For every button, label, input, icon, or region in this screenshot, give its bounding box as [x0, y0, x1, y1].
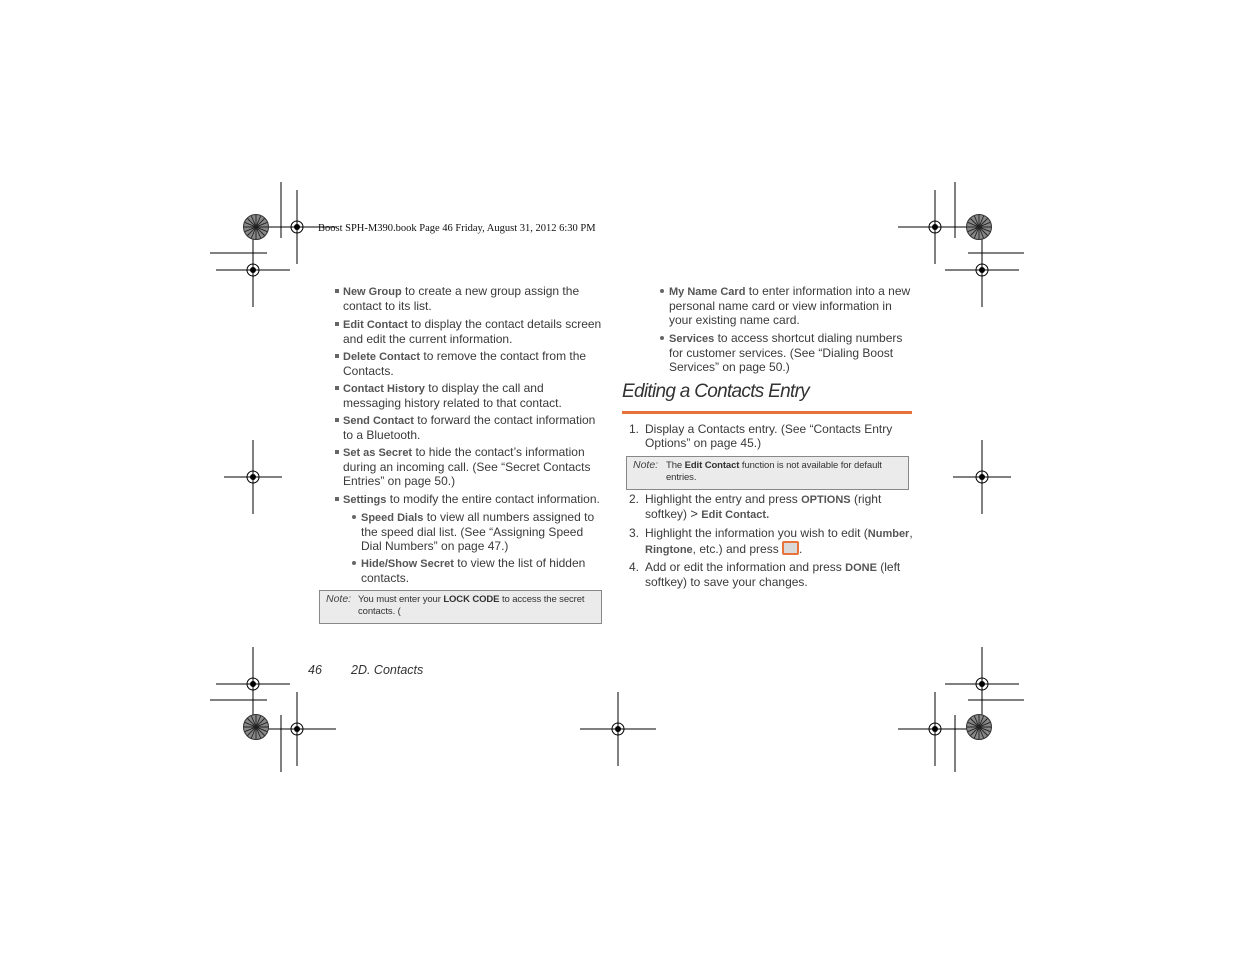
step-text: , etc.) and press	[692, 542, 783, 556]
sub-list-item	[361, 556, 603, 585]
done-key: DONE	[845, 562, 877, 574]
item-term: Contact History	[343, 383, 425, 395]
note-label: Note:	[633, 459, 659, 471]
step-number: 2.	[629, 492, 640, 506]
step-text: .	[799, 542, 803, 556]
list-item	[669, 284, 914, 327]
item-term: Speed Dials	[361, 512, 424, 524]
item-desc: to view all numbers assigned to the speed dial list. (See “Assigning Speed Dial Numbers” on page 47.)	[361, 510, 595, 553]
round-bullet-icon	[352, 561, 356, 565]
step-text: Add or edit the information and press	[645, 560, 846, 574]
item-term: My Name Card	[669, 286, 746, 298]
item-desc: to modify the entire contact information.	[386, 492, 600, 506]
item-desc: to enter information into a new personal name card or view information in your existing name card.	[669, 284, 911, 327]
note-text	[666, 460, 904, 484]
step-text: ,	[909, 526, 913, 540]
section-name: 2D. Contacts	[351, 663, 424, 677]
round-bullet-icon	[660, 336, 664, 340]
item-term: Set as Secret	[343, 447, 413, 459]
square-bullet-icon	[335, 386, 339, 390]
menu-separator: >	[690, 506, 698, 521]
item-desc: to display the call and messaging history related to that contact.	[343, 381, 562, 410]
note-pre: The	[666, 460, 685, 471]
note-text	[358, 594, 598, 618]
note-pre: You must enter your	[358, 594, 444, 605]
square-bullet-icon	[335, 289, 339, 293]
item-desc: to display the contact details screen and edit the current information.	[343, 317, 602, 346]
edit-contact-note	[626, 456, 909, 490]
item-term: Delete Contact	[343, 351, 421, 363]
item-desc: to hide the contact’s information during an incoming call. (See “Secret Contacts Entries” on page 50.)	[343, 445, 591, 488]
list-item	[669, 331, 914, 374]
step-text: Highlight the information you wish to edit (	[645, 526, 868, 540]
list-item	[343, 349, 603, 378]
note-label: Note:	[326, 593, 352, 605]
note-post: function is not available for default entries.	[666, 460, 882, 483]
list-item	[343, 381, 603, 410]
item-desc: to create a new group assign the contact to its list.	[343, 284, 580, 313]
list-item	[343, 317, 603, 346]
step-number: 3.	[629, 526, 640, 540]
item-desc: to view the list of hidden contacts.	[361, 556, 586, 585]
lock-code-note	[319, 590, 602, 624]
item-term: Send Contact	[343, 415, 414, 427]
book-header: Boost SPH-M390.book Page 46 Friday, August 31, 2012 6:30 PM	[318, 223, 596, 234]
step-number: 4.	[629, 560, 640, 574]
ringtone-field: Ringtone	[645, 544, 693, 556]
square-bullet-icon	[335, 322, 339, 326]
item-desc: to remove the contact from the Contacts.	[343, 349, 587, 378]
heading-rule	[622, 411, 912, 414]
list-item	[343, 492, 603, 507]
round-bullet-icon	[660, 289, 664, 293]
round-bullet-icon	[352, 515, 356, 519]
ok-key-icon	[782, 541, 799, 555]
item-term: Settings	[343, 494, 387, 506]
item-desc: to access shortcut dialing numbers for customer services. (See “Dialing Boost Services” on page 50.)	[669, 331, 903, 374]
list-item	[343, 413, 603, 442]
square-bullet-icon	[335, 354, 339, 358]
step-number: 1.	[629, 422, 640, 436]
step-text: (left softkey) to save your changes.	[645, 560, 901, 589]
edit-contact-option: Edit Contact.	[701, 509, 770, 521]
item-term: Edit Contact	[343, 319, 408, 331]
sub-list-item	[361, 510, 603, 553]
item-desc: to forward the contact information to a Bluetooth.	[343, 413, 596, 442]
item-term: Services	[669, 333, 715, 345]
item-term: Hide/Show Secret	[361, 558, 454, 570]
step-4	[629, 560, 907, 589]
square-bullet-icon	[335, 418, 339, 422]
square-bullet-icon	[335, 497, 339, 501]
step-text: Highlight the entry and press	[645, 492, 802, 506]
list-item	[343, 445, 603, 488]
square-bullet-icon	[335, 450, 339, 454]
number-field: Number	[867, 528, 910, 540]
note-bold: LOCK CODE	[443, 594, 500, 605]
options-key: OPTIONS	[801, 494, 851, 506]
section-heading: Editing a Contacts Entry	[622, 381, 810, 402]
page-number: 46	[308, 663, 322, 677]
note-post: to access the secret contacts. (	[358, 594, 585, 617]
item-term: New Group	[343, 286, 402, 298]
list-item	[343, 284, 603, 313]
note-bold: Edit Contact	[684, 460, 740, 471]
step-text: Display a Contacts entry. (See “Contacts Entry Options” on page 45.)	[645, 422, 893, 450]
step-3	[629, 526, 915, 557]
step-1	[629, 422, 895, 450]
step-text: (right softkey)	[645, 492, 882, 521]
step-2	[629, 492, 900, 522]
